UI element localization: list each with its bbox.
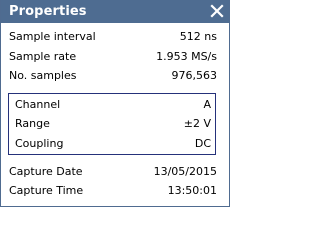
- property-value: 976,563: [171, 69, 217, 82]
- property-label: No. samples: [9, 69, 77, 82]
- property-row-capture-time: [9, 182, 217, 200]
- property-row-coupling: [15, 135, 211, 153]
- property-label: Capture Date: [9, 165, 83, 178]
- property-value: 13:50:01: [167, 184, 217, 197]
- property-row-channel: [15, 96, 211, 114]
- property-value: DC: [194, 137, 211, 150]
- panel-title: Properties: [9, 4, 87, 19]
- property-label: Capture Time: [9, 184, 84, 197]
- property-row-sample-interval: [9, 28, 217, 46]
- property-label: Sample rate: [9, 50, 77, 63]
- property-value: 512 ns: [179, 30, 217, 43]
- property-label: Sample interval: [9, 30, 96, 43]
- property-label: Range: [15, 117, 50, 130]
- property-value: 1.953 MS/s: [156, 50, 217, 63]
- property-row-no-samples: [9, 67, 217, 85]
- close-icon[interactable]: [208, 2, 226, 20]
- property-value: 13/05/2015: [153, 165, 217, 178]
- property-row-range: [15, 115, 211, 133]
- property-value: A: [203, 98, 211, 111]
- property-label: Channel: [15, 98, 61, 111]
- title-bar: [1, 0, 229, 23]
- channel-group-box: [8, 93, 216, 155]
- property-row-sample-rate: [9, 48, 217, 66]
- property-label: Coupling: [15, 137, 64, 150]
- property-row-capture-date: [9, 163, 217, 181]
- property-value: ±2 V: [183, 117, 211, 130]
